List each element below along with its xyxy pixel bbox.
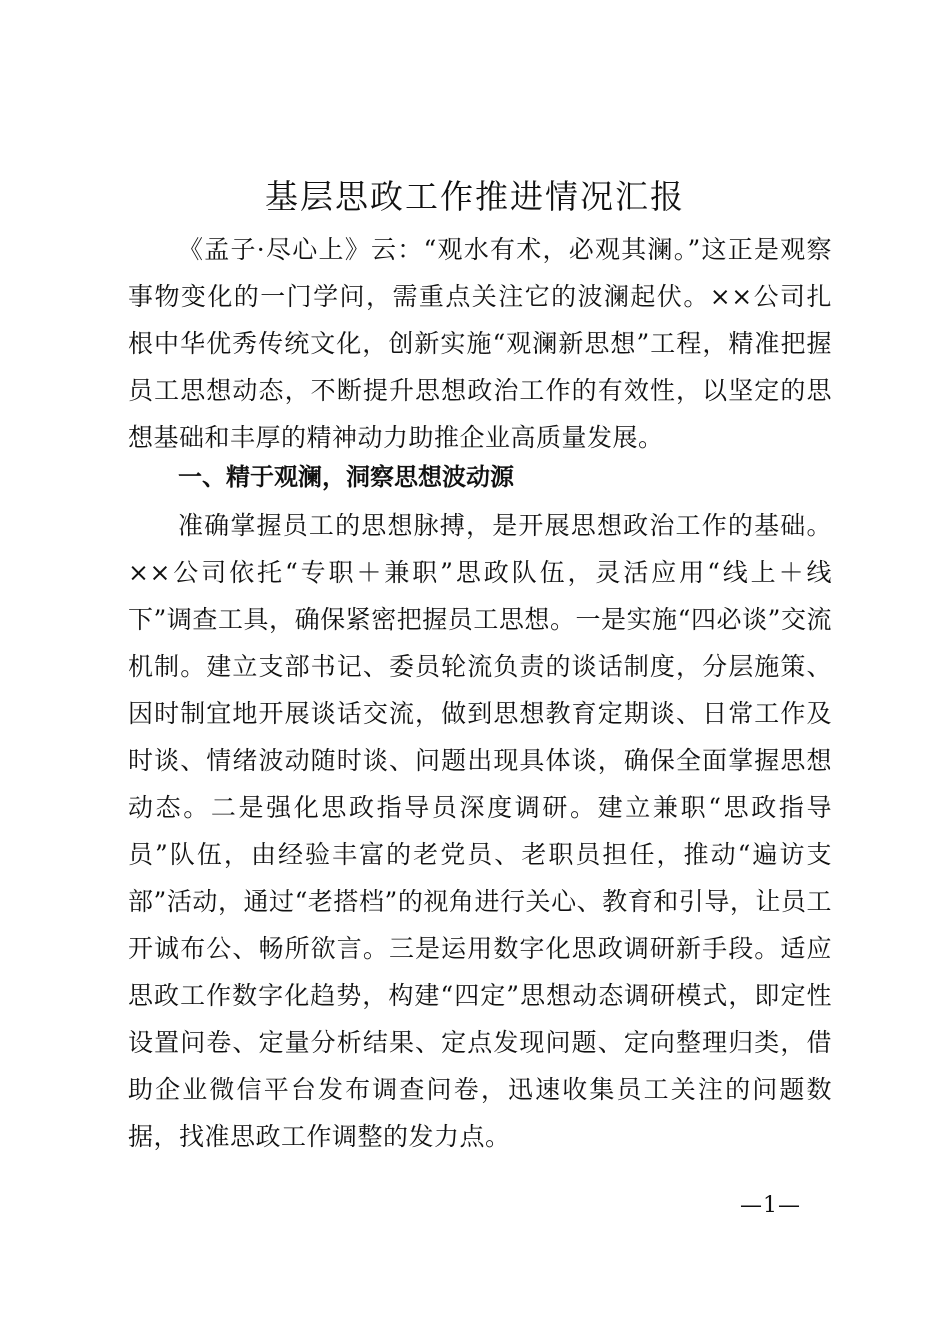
section-heading: 一、精于观澜，洞察思想波动源	[178, 463, 514, 491]
intro-paragraph: 《孟子·尽心上》云：“观水有术，必观其澜。”这正是观察事物变化的一门学问，需重点关注它的波澜起伏。××公司扎根中华优秀传统文化，创新实施“观澜新思想”工程，精准把握员工思想动态，不断提升思想政治工作的有效性，以坚定的思想基础和丰厚的精神动力助推企业高质量发展。	[128, 235, 832, 452]
page-number: —1—	[740, 1193, 801, 1218]
section-paragraph: 准确掌握员工的思想脉搏，是开展思想政治工作的基础。××公司依托“专职＋兼职”思政队伍，灵活应用“线上＋线下”调查工具，确保紧密把握员工思想。一是实施“四必谈”交流机制。建立支部书记、委员轮流负责的谈话制度，分层施策、因时制宜地开展谈话交流，做到思想教育定期谈、日常工作及时谈、情绪波动随时谈、问题出现具体谈，确保全面掌握思想动态。二是强化思政指导员深度调研。建立兼职“思政指导员”队伍，由经验丰富的老党员、老职员担任，推动“遍访支部”活动，通过“老搭档”的视角进行关心、教育和引导，让员工开诚布公、畅所欲言。三是运用数字化思政调研新手段。适应思政工作数字化趋势，构建“四定”思想动态调研模式，即定性设置问卷、定量分析结果、定点发现问题、定向整理归类，借助企业微信平台发布调查问卷，迅速收集员工关注的问题数据，找准思政工作调整的发力点。	[128, 511, 832, 1151]
document-title: 基层思政工作推进情况汇报	[265, 177, 685, 216]
